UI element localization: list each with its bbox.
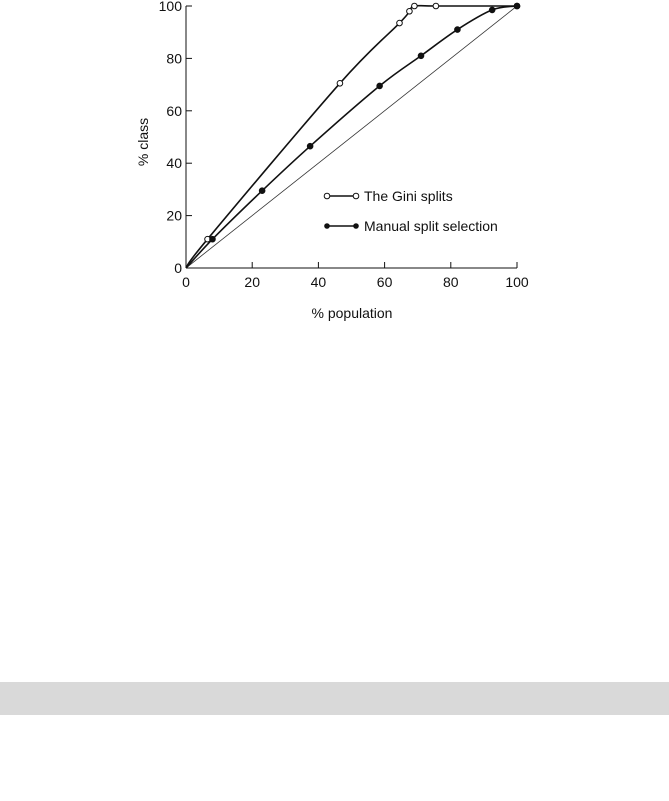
data-point-manual bbox=[418, 53, 424, 59]
data-point-manual bbox=[377, 83, 383, 89]
chart-svg bbox=[0, 0, 669, 340]
y-tick-label: 0 bbox=[174, 260, 182, 276]
y-tick-label: 40 bbox=[166, 155, 182, 172]
data-point-manual bbox=[489, 7, 495, 13]
data-point-manual bbox=[307, 143, 313, 149]
data-point-gini bbox=[397, 20, 403, 26]
legend-marker-gini-right bbox=[353, 193, 359, 199]
x-tick-label: 0 bbox=[182, 274, 190, 290]
y-tick-label: 20 bbox=[166, 207, 182, 224]
x-tick-label: 40 bbox=[310, 274, 327, 290]
chart bbox=[0, 0, 669, 340]
legend bbox=[324, 188, 498, 234]
data-point-manual bbox=[514, 3, 520, 9]
x-tick-label: 100 bbox=[505, 274, 529, 290]
y-tick-label: 60 bbox=[166, 102, 182, 119]
x-axis-label: % population bbox=[311, 305, 393, 321]
legend-label-gini: The Gini splits bbox=[364, 188, 453, 204]
legend-marker-manual-right bbox=[353, 223, 359, 229]
x-tick-label: 60 bbox=[376, 274, 393, 290]
data-point-gini bbox=[433, 3, 439, 9]
y-tick-label: 100 bbox=[158, 0, 182, 14]
ticks bbox=[159, 0, 529, 290]
x-tick-label: 80 bbox=[443, 274, 459, 290]
legend-marker-manual-left bbox=[324, 223, 330, 229]
data-point-gini bbox=[412, 3, 418, 9]
data-point-gini bbox=[337, 80, 343, 86]
data-point-manual bbox=[259, 188, 265, 194]
y-tick-label: 80 bbox=[166, 50, 182, 67]
legend-marker-gini-left bbox=[324, 193, 330, 199]
legend-label-manual: Manual split selection bbox=[364, 218, 498, 234]
y-axis-label: % class bbox=[135, 117, 151, 167]
data-point-gini bbox=[407, 8, 413, 14]
footer-band bbox=[0, 682, 669, 715]
data-point-manual bbox=[210, 236, 216, 242]
x-tick-label: 20 bbox=[244, 274, 260, 290]
data-point-manual bbox=[455, 27, 461, 33]
